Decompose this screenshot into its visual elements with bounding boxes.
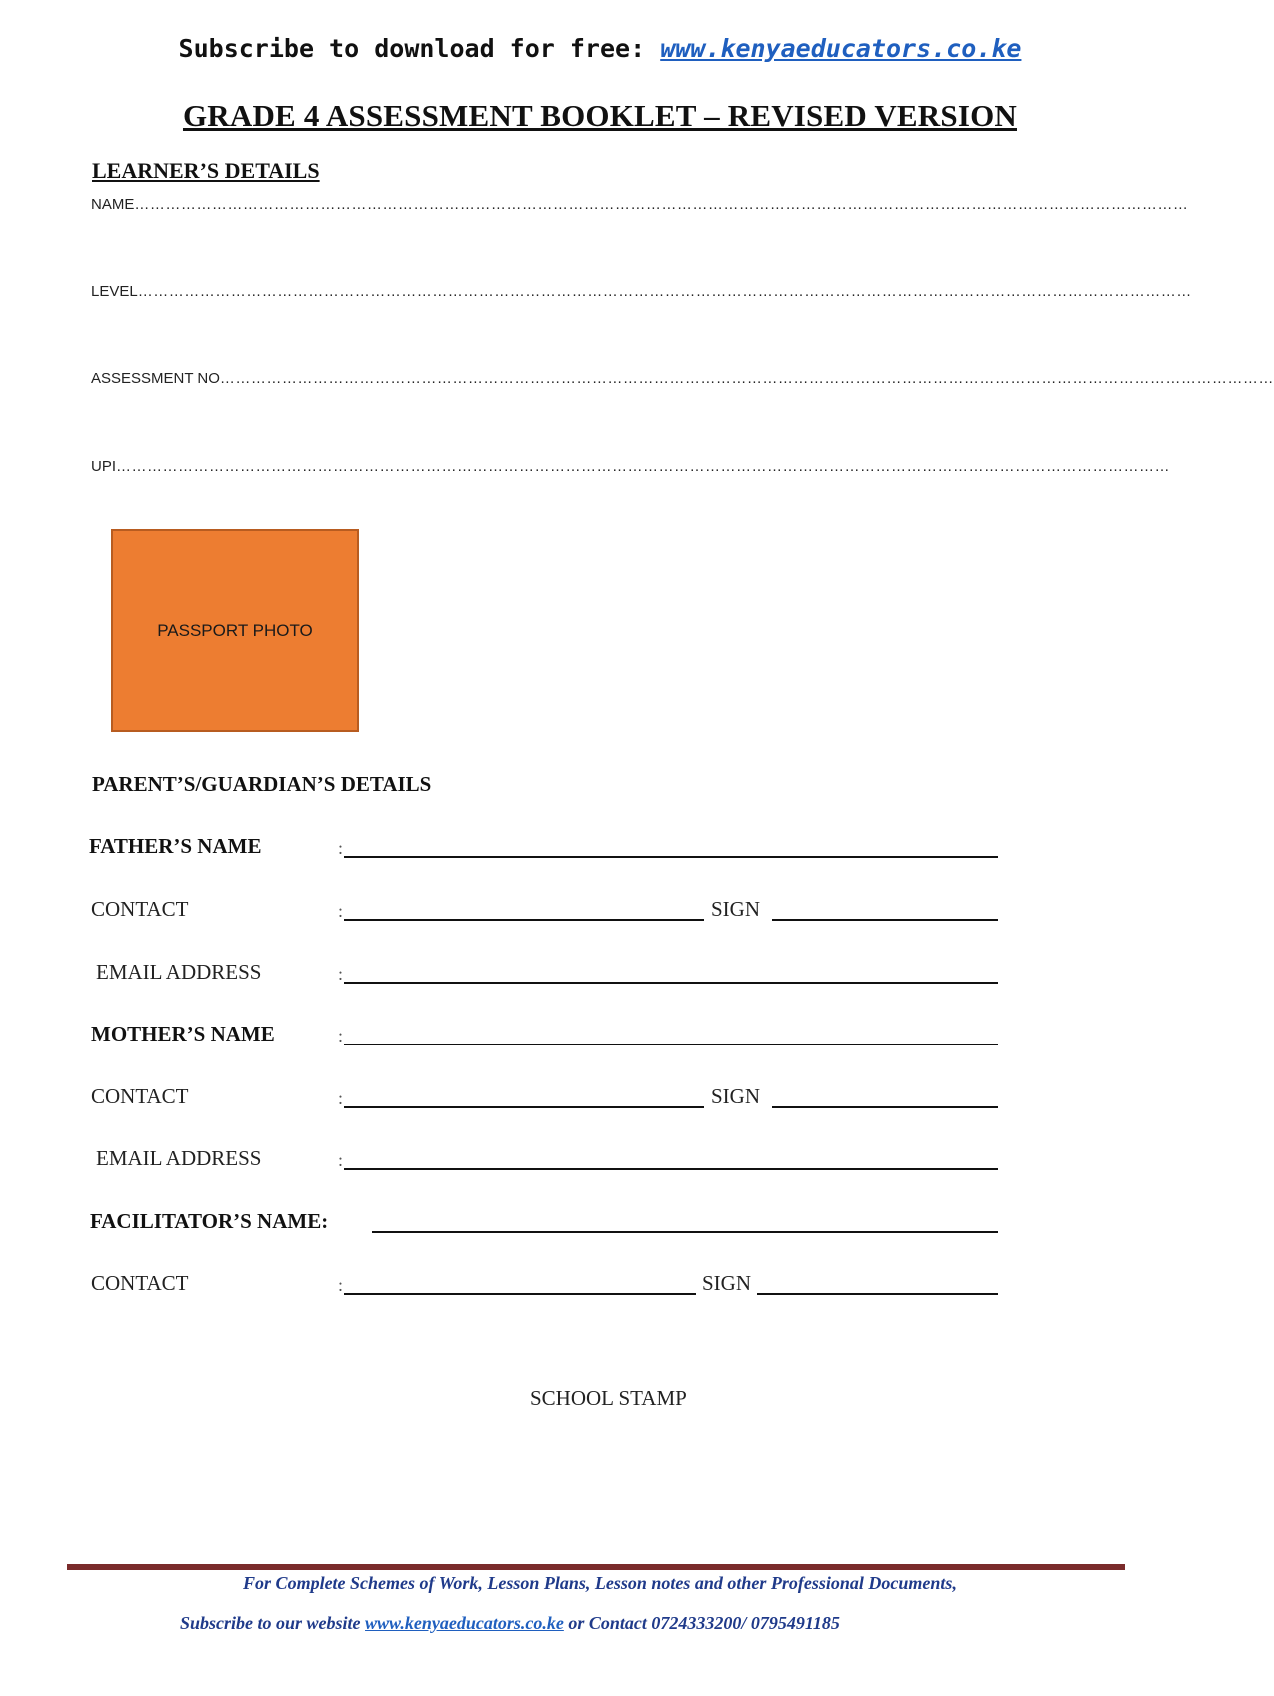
facilitator-name-field[interactable]	[372, 1231, 998, 1233]
level-label: LEVEL	[91, 283, 138, 300]
assessment-no-field[interactable]	[91, 370, 1274, 392]
subscribe-banner	[0, 34, 1200, 63]
passport-photo-box	[111, 529, 359, 732]
father-contact-field[interactable]	[344, 919, 704, 921]
mother-sign-label: SIGN	[711, 1084, 761, 1108]
facilitator-name-label	[90, 1209, 328, 1234]
name-field[interactable]	[91, 196, 1189, 218]
facilitator-contact-field[interactable]	[344, 1293, 696, 1295]
mother-contact-field[interactable]	[344, 1106, 704, 1108]
colon: :	[338, 964, 344, 984]
website-link[interactable]: www.kenyaeducators.co.ke	[660, 34, 1022, 63]
facilitator-sign-label: SIGN	[702, 1271, 752, 1295]
colon: :	[338, 1275, 344, 1295]
subscribe-text: Subscribe to download for free:	[178, 34, 646, 63]
name-label: NAME	[91, 196, 135, 213]
colon: :	[321, 1209, 329, 1233]
assessment-no-label: ASSESSMENT NO	[91, 370, 220, 387]
father-email-field[interactable]	[344, 982, 998, 984]
upi-field[interactable]	[91, 458, 1171, 480]
father-email-label: EMAIL ADDRESS	[96, 960, 262, 984]
dotted-fill: ……………………………………………………………………………………………………………………………………………………………………………………	[137, 283, 1192, 300]
footer-website-link[interactable]: www.kenyaeducators.co.ke	[365, 1613, 564, 1633]
page-title: GRADE 4 ASSESSMENT BOOKLET – REVISED VERSION	[182, 98, 1017, 133]
colon: :	[338, 1088, 344, 1108]
footer-line-2	[180, 1613, 840, 1634]
footer-line-1: For Complete Schemes of Work, Lesson Plans, Lesson notes and other Professional Documents,	[243, 1573, 957, 1593]
colon: :	[338, 901, 344, 921]
father-contact-label: CONTACT	[91, 897, 189, 921]
colon: :	[338, 1026, 344, 1046]
dotted-fill: ……………………………………………………………………………………………………………………………………………………………………………………	[219, 370, 1274, 387]
level-field[interactable]	[91, 283, 1192, 305]
dotted-fill: ……………………………………………………………………………………………………………………………………………………………………………………	[134, 196, 1189, 213]
father-sign-label: SIGN	[711, 897, 761, 921]
mother-email-field[interactable]	[344, 1168, 998, 1170]
upi-label: UPI	[91, 458, 117, 475]
mother-name-field[interactable]	[344, 1044, 998, 1045]
footer-prefix: Subscribe to our website	[180, 1613, 361, 1633]
father-name-label: FATHER’S NAME	[89, 834, 262, 858]
footer-divider	[67, 1564, 1125, 1570]
father-name-field[interactable]	[344, 856, 998, 858]
mother-contact-label: CONTACT	[91, 1084, 189, 1108]
learner-details-heading: LEARNER’S DETAILS	[92, 158, 320, 183]
colon: :	[338, 1150, 344, 1170]
footer-contact: or Contact 0724333200/ 0795491185	[563, 1613, 840, 1633]
facilitator-name-text: FACILITATOR’S NAME	[90, 1209, 322, 1233]
facilitator-contact-label: CONTACT	[91, 1271, 189, 1295]
parent-details-heading: PARENT’S/GUARDIAN’S DETAILS	[92, 772, 432, 796]
mother-sign-field[interactable]	[772, 1106, 998, 1108]
father-sign-field[interactable]	[772, 919, 998, 921]
school-stamp-label: SCHOOL STAMP	[530, 1386, 687, 1410]
mother-email-label: EMAIL ADDRESS	[96, 1146, 262, 1170]
facilitator-sign-field[interactable]	[757, 1293, 998, 1295]
mother-name-label: MOTHER’S NAME	[91, 1022, 275, 1046]
colon: :	[338, 838, 344, 858]
dotted-fill: ……………………………………………………………………………………………………………………………………………………………………………………	[116, 458, 1171, 475]
passport-photo-label: PASSPORT PHOTO	[157, 620, 313, 640]
